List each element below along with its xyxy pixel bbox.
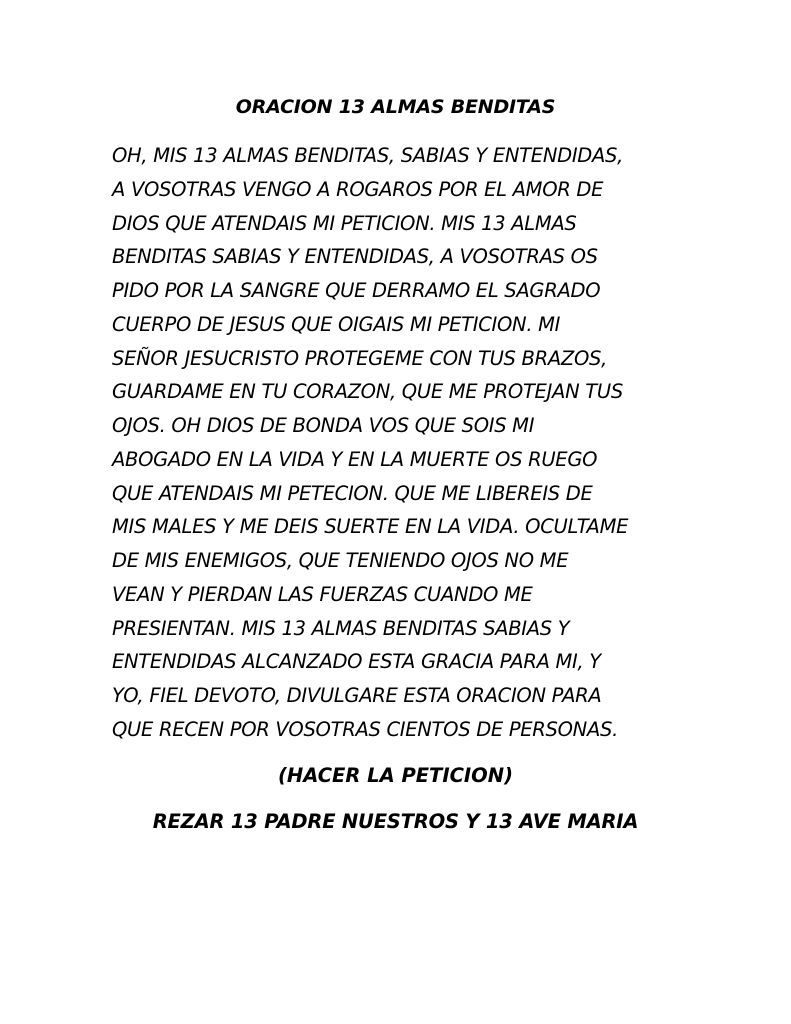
prayer-line: PRESIENTAN. MIS 13 ALMAS BENDITAS SABIAS Y xyxy=(112,616,570,640)
prayer-line: ABOGADO EN LA VIDA Y EN LA MUERTE OS RUEGO xyxy=(112,447,598,471)
prayer-line: GUARDAME EN TU CORAZON, QUE ME PROTEJAN TUS xyxy=(112,380,623,404)
prayer-body xyxy=(112,139,712,747)
prayer-line: QUE ATENDAIS MI PETECION. QUE ME LIBEREIS DE xyxy=(112,481,593,505)
prayer-line: MIS MALES Y ME DEIS SUERTE EN LA VIDA. OCULTAME xyxy=(112,515,629,539)
petition-note: (HACER LA PETICION) xyxy=(277,764,513,787)
prayer-line: YO, FIEL DEVOTO, DIVULGARE ESTA ORACION PARA xyxy=(112,684,602,707)
prayer-line: DE MIS ENEMIGOS, QUE TENIENDO OJOS NO ME xyxy=(112,549,569,572)
prayer-line: DIOS QUE ATENDAIS MI PETICION. MIS 13 ALMAS xyxy=(112,211,577,235)
prayer-line: OH, MIS 13 ALMAS BENDITAS, SABIAS Y ENTENDIDAS, xyxy=(112,144,624,167)
prayer-line: VEAN Y PIERDAN LAS FUERZAS CUANDO ME xyxy=(112,582,533,606)
prayer-line: CUERPO DE JESUS QUE OIGAIS MI PETICION. MI xyxy=(112,312,561,336)
prayer-line: QUE RECEN POR VOSOTRAS CIENTOS DE PERSONAS. xyxy=(112,717,618,741)
prayer-line: SEÑOR JESUCRISTO PROTEGEME CON TUS BRAZOS, xyxy=(112,346,607,370)
prayer-instruction: REZAR 13 PADRE NUESTROS Y 13 AVE MARIA xyxy=(152,810,639,833)
prayer-line: BENDITAS SABIAS Y ENTENDIDAS, A VOSOTRAS OS xyxy=(112,245,598,269)
prayer-line: PIDO POR LA SANGRE QUE DERRAMO EL SAGRADO xyxy=(112,279,601,302)
prayer-title: ORACION 13 ALMAS BENDITAS xyxy=(235,96,556,118)
prayer-line: ENTENDIDAS ALCANZADO ESTA GRACIA PARA MI, Y xyxy=(112,650,601,674)
prayer-line: OJOS. OH DIOS DE BONDA VOS QUE SOIS MI xyxy=(112,414,535,437)
prayer-line: A VOSOTRAS VENGO A ROGAROS POR EL AMOR DE xyxy=(112,177,604,201)
